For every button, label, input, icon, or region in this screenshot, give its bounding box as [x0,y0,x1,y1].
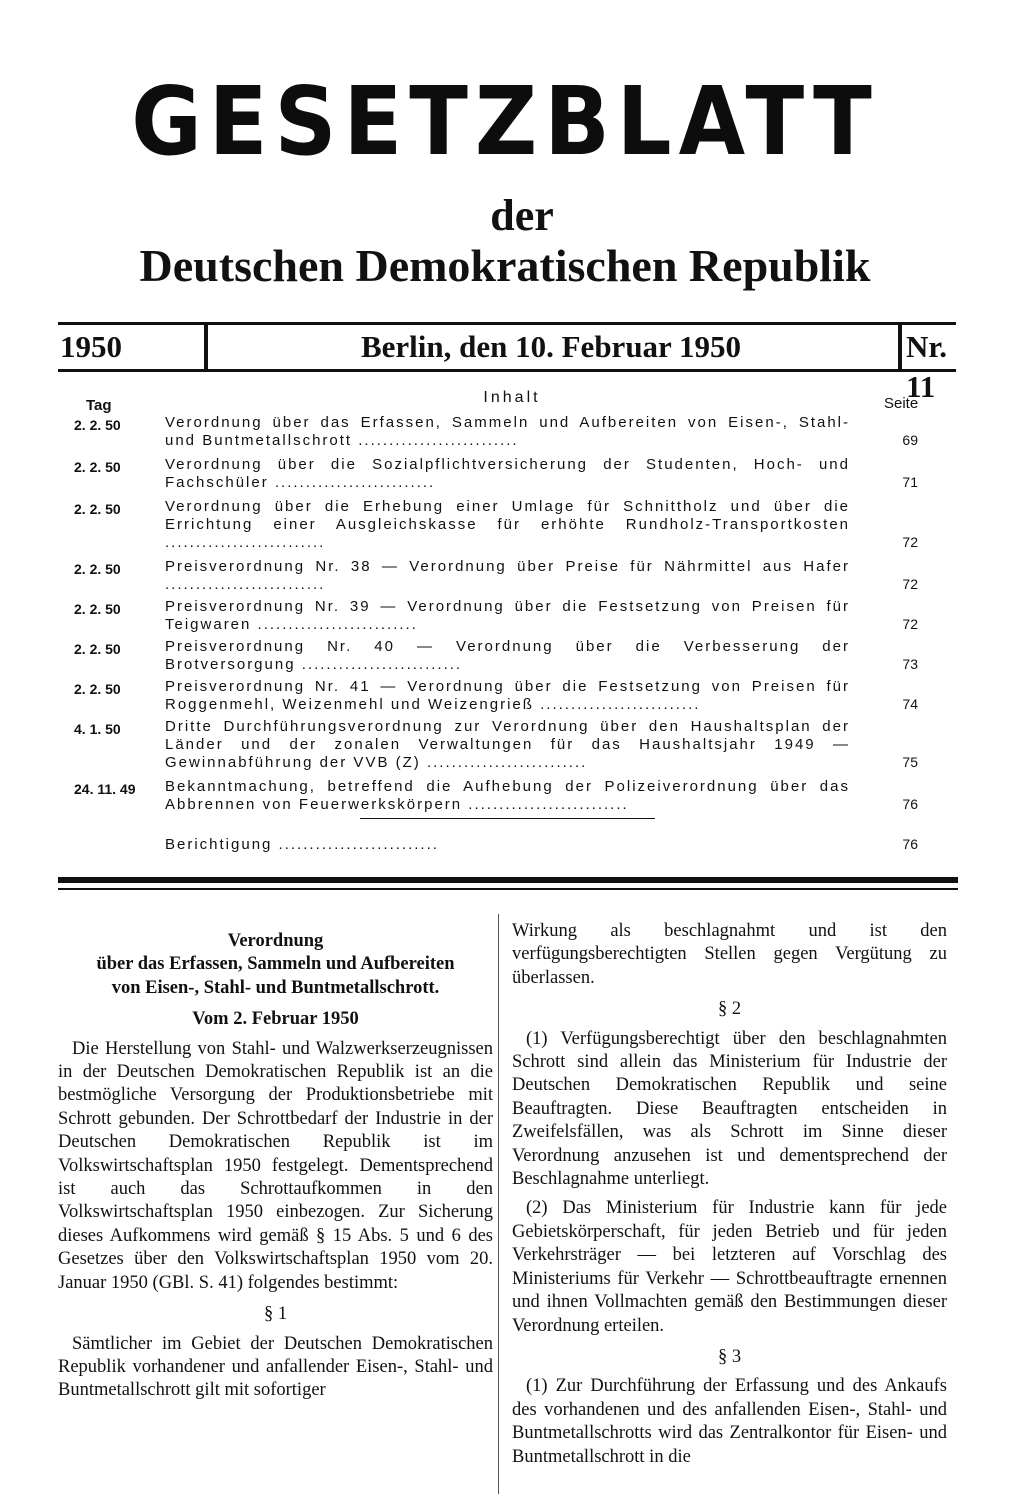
article-left-column [58,930,493,1403]
toc-leader-dots: .......................... [165,576,326,593]
toc-entry [58,594,948,634]
toc-entry [58,492,948,552]
toc-entry-page: 72 [902,534,918,550]
toc-entry-page: 76 [902,836,918,852]
toc-entry-date: 2. 2. 50 [74,601,121,617]
toc-entry-title-text: Verordnung über das Erfassen, Sammeln und Aufbereiten von Eisen-, Stahl- und Buntmetallschrott [165,414,850,449]
toc-entry-title-text: Preisverordnung Nr. 39 — Verordnung über die Festsetzung von Preisen für Teigwaren [165,598,850,633]
article-heading-line: von Eisen-, Stahl- und Buntmetallschrott. [111,977,440,998]
section-3-paragraph-1: (1) Zur Durchführung der Erfassung und des Ankaufs des vorhandenen und des anfallenden Eisen-, Stahl- und Buntmetallschrotts wird das Zentralkontor für Eisen- und Buntmetallschrott in die [512,1376,947,1467]
toc-leader-dots: .......................... [533,696,701,713]
toc-entry-title-text: Preisverordnung Nr. 40 — Verordnung über die Verbesserung der Brotversorgung [165,638,850,673]
toc-entry-date: 2. 2. 50 [74,459,121,475]
toc-entry-page: 72 [902,616,918,632]
toc-entry-date: 2. 2. 50 [74,417,121,433]
toc-entry-title [165,678,850,714]
toc-leader-dots: .......................... [352,432,519,449]
masthead-title: GESETZBLATT [131,67,879,177]
toc-divider [360,818,655,819]
issue-year: 1950 [60,329,122,364]
toc-entry-page: 74 [902,696,918,712]
toc-entry-title [165,598,850,634]
toc-entry-page: 76 [902,796,918,812]
toc-entry-page: 71 [902,474,918,490]
table-of-contents [58,414,948,854]
toc-entry-title-text: Dritte Durchführungsverordnung zur Verordnung über den Haushaltsplan der Länder und der zonalen Verwaltungen für das Haushaltsjahr 1949 — Gewinnabführung der VVB (Z) [165,718,850,771]
toc-entry-title [165,558,850,594]
toc-leader-dots: .......................... [420,754,588,771]
article-heading-line: Verordnung [227,931,324,951]
article-heading-line: über das Erfassen, Sammeln und Aufbereiten [96,954,455,975]
article-right-column [512,920,947,1469]
toc-entry-title [165,836,850,854]
issue-date: Berlin, den 10. Februar 1950 [360,329,742,364]
toc-entry [58,814,948,854]
toc-entry-title-text: Preisverordnung Nr. 41 — Verordnung über die Festsetzung von Preisen für Roggenmehl, Weizenmehl und Weizengrieß [165,678,850,713]
toc-tag-header: Tag [86,397,112,414]
toc-entry-title [165,718,850,772]
section-rule [58,888,958,890]
article-date: Vom 2. Februar 1950 [192,1009,359,1030]
toc-entry-title-text: Berichtigung [165,836,273,853]
issue-number: Nr. 11 [906,329,948,404]
section-label: § 3 [717,1346,742,1367]
section-2-paragraph-2: (2) Das Ministerium für Industrie kann für jede Gebietskörperschaft, für jeden Betrieb und für jeden Verkehrsträger — bei letzteren auf Vorschlag des Ministeriums für Verkehr — Schrottbeauftragte ernennen und ihnen Vollmachten gemäß den Bestimmungen dieser Verordnung erteilen. [512,1198,947,1336]
section-label: § 1 [263,1304,288,1325]
section-label: § 2 [717,999,742,1020]
toc-entry-title [165,414,850,450]
toc-entry-title-text: Verordnung über die Erhebung einer Umlage für Schnittholz und über die Errichtung einer Ausgleichskasse für erhöhte Rundholz-Transportkosten [165,498,850,533]
issue-divider [898,325,902,369]
toc-entry-date: 2. 2. 50 [74,501,121,517]
toc-entry [58,414,948,450]
column-divider [498,914,499,1494]
toc-seite-header: Seite [884,395,919,412]
toc-leader-dots: .......................... [272,836,439,853]
toc-entry [58,674,948,714]
toc-entry-date: 2. 2. 50 [74,641,121,657]
masthead-der: der [490,191,554,240]
toc-entry-title [165,638,850,674]
toc-entry-title-text: Verordnung über die Sozialpflichtversicherung der Studenten, Hoch- und Fachschüler [165,456,850,491]
toc-entry [58,714,948,772]
section-2-paragraph-1: (1) Verfügungsberechtigt über den beschlagnahmten Schrott sind allein das Ministerium für Industrie der Deutschen Demokratischen Republik und seine Beauftragten. Diese Beauftragten entscheiden in Zweifelsfällen, was als Schrott im Sinne dieser Verordnung anzusehen ist und dementsprechend der Beschlagnahme unterliegt. [512,1028,947,1190]
toc-entry-date: 2. 2. 50 [74,561,121,577]
toc-entry-date: 2. 2. 50 [74,681,121,697]
article-intro: Die Herstellung von Stahl- und Walzwerkserzeugnissen in der Deutschen Demokratischen Republik ist an die bestmögliche Versorgung der Produktionsbetriebe mit Schrott gebunden. Der Schrottbedarf der Industrie in der Deutschen Demokratischen Republik ist im Volkswirtschaftsplan 1950 festgelegt. Dementsprechend ist auch das Schrottaufkommen in den Volkswirtschaftsplan 1950 einbezogen. Zur Sicherung dieses Aufkommens wird gemäß § 15 Abs. 5 und 6 des Gesetzes über den Volkswirtschaftsplan 1950 vom 20. Januar 1950 (GBl. S. 41) folgendes bestimmt: [58,1038,493,1293]
toc-entry-title [165,456,850,492]
section-1-continued: Wirkung als beschlagnahmt und ist den verfügungsberechtigten Stellen gegen Vergütung zu überlassen. [512,921,947,988]
toc-leader-dots: .......................... [462,796,629,813]
toc-entry-title-text: Preisverordnung Nr. 38 — Verordnung über Preise für Nährmittel aus Hafer [165,558,850,575]
toc-entry-title [165,778,850,814]
toc-entry-date: 4. 1. 50 [74,721,121,737]
toc-leader-dots: .......................... [268,474,436,491]
toc-leader-dots: .......................... [295,656,463,673]
toc-entry-title-text: Bekanntmachung, betreffend die Aufhebung der Polizeiverordnung über das Abbrennen von Feuerwerkskörpern [165,778,850,813]
toc-entry [58,450,948,492]
toc-entry-date: 24. 11. 49 [74,781,136,797]
section-rule [58,877,958,883]
toc-entry [58,552,948,594]
article-heading [58,930,493,1000]
masthead-republic: Deutschen Demokratischen Republik [139,240,871,291]
toc-entry [58,772,948,814]
toc-entry-page: 69 [902,432,918,448]
toc-entry [58,634,948,674]
toc-entry-title [165,498,850,552]
section-1-text: Sämtlicher im Gebiet der Deutschen Demokratischen Republik vorhandener und anfallender Eisen-, Stahl- und Buntmetallschrott gilt mit sofortiger [58,1333,493,1401]
toc-inhalt-header: Inhalt [483,389,541,406]
toc-entry-page: 73 [902,656,918,672]
toc-leader-dots: .......................... [165,534,326,551]
toc-entry-page: 72 [902,576,918,592]
toc-entry-page: 75 [902,754,918,770]
toc-leader-dots: .......................... [251,616,418,633]
